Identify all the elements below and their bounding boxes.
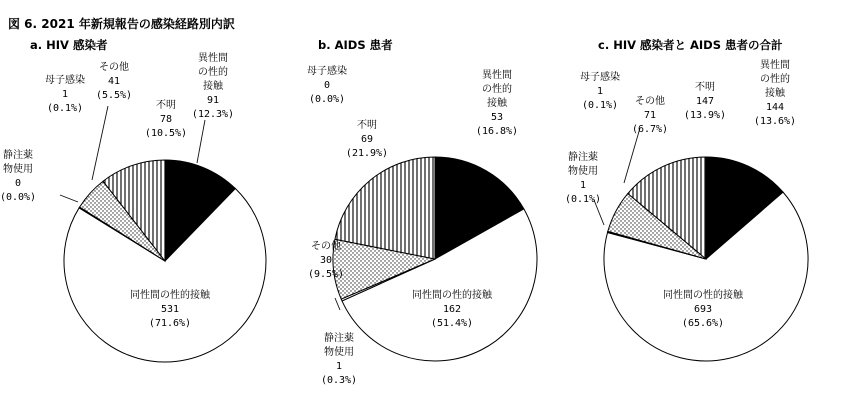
label-unknown-total xyxy=(684,81,726,121)
svg-text:静注薬物使用1(0.1%): 静注薬物使用 1 (0.1%) xyxy=(564,152,602,205)
label-hetero-aids xyxy=(476,68,518,137)
svg-text:不明147(13.9%): 不明 147 (13.9%) xyxy=(683,82,727,121)
label-other-total xyxy=(632,94,668,135)
label-unknown-hiv xyxy=(145,99,187,139)
label-hetero-hiv xyxy=(192,51,234,120)
svg-text:異性間の性的接触144(13.6%): 異性間の性的接触 144 (13.6%) xyxy=(753,60,797,127)
label-mtc-aids xyxy=(307,64,347,105)
label-ivdu-total xyxy=(565,150,601,205)
svg-text:静注薬物使用1(0.3%): 静注薬物使用 1 (0.3%) xyxy=(320,333,358,386)
svg-text:同性間の性的接触531(71.6%): 同性間の性的接触 531 (71.6%) xyxy=(130,290,210,329)
svg-text:同性間の性的接触693(65.6%): 同性間の性的接触 693 (65.6%) xyxy=(663,290,743,329)
pie-title-hiv: a. HIV 感染者 xyxy=(30,38,108,52)
figure-title: 図 6. 2021 年新規報告の感染経路別内訳 xyxy=(8,17,235,31)
svg-text:母子感染1(0.1%): 母子感染 1 (0.1%) xyxy=(45,75,85,114)
svg-text:母子感染1(0.1%): 母子感染 1 (0.1%) xyxy=(580,72,620,111)
label-hetero-total xyxy=(754,58,796,127)
label-mtc-total xyxy=(580,70,620,111)
svg-text:その他41(5.5%): その他 41 (5.5%) xyxy=(95,62,133,101)
svg-text:不明69(21.9%): 不明 69 (21.9%) xyxy=(345,120,389,159)
label-mtc-hiv xyxy=(45,73,85,114)
svg-text:静注薬物使用0(0.0%): 静注薬物使用 0 (0.0%) xyxy=(0,150,37,203)
svg-text:異性間の性的接触91(12.3%): 異性間の性的接触 91 (12.3%) xyxy=(191,53,235,120)
svg-text:不明78(10.5%): 不明 78 (10.5%) xyxy=(144,100,188,139)
label-ivdu-hiv xyxy=(0,148,36,203)
svg-text:その他30(9.5%): その他 30 (9.5%) xyxy=(307,241,345,280)
label-other-hiv xyxy=(96,60,132,101)
svg-text:同性間の性的接触162(51.4%): 同性間の性的接触 162 (51.4%) xyxy=(412,290,492,329)
pie-title-aids: b. AIDS 患者 xyxy=(318,38,393,52)
pie-title-total: c. HIV 感染者と AIDS 患者の合計 xyxy=(598,38,783,52)
svg-text:母子感染0(0.0%): 母子感染 0 (0.0%) xyxy=(307,66,347,105)
svg-text:その他71(6.7%): その他 71 (6.7%) xyxy=(631,96,669,135)
svg-text:異性間の性的接触53(16.8%): 異性間の性的接触 53 (16.8%) xyxy=(475,70,519,137)
pie-chart-hiv xyxy=(30,38,266,362)
label-unknown-aids xyxy=(346,119,388,159)
label-ivdu-aids xyxy=(321,331,357,386)
